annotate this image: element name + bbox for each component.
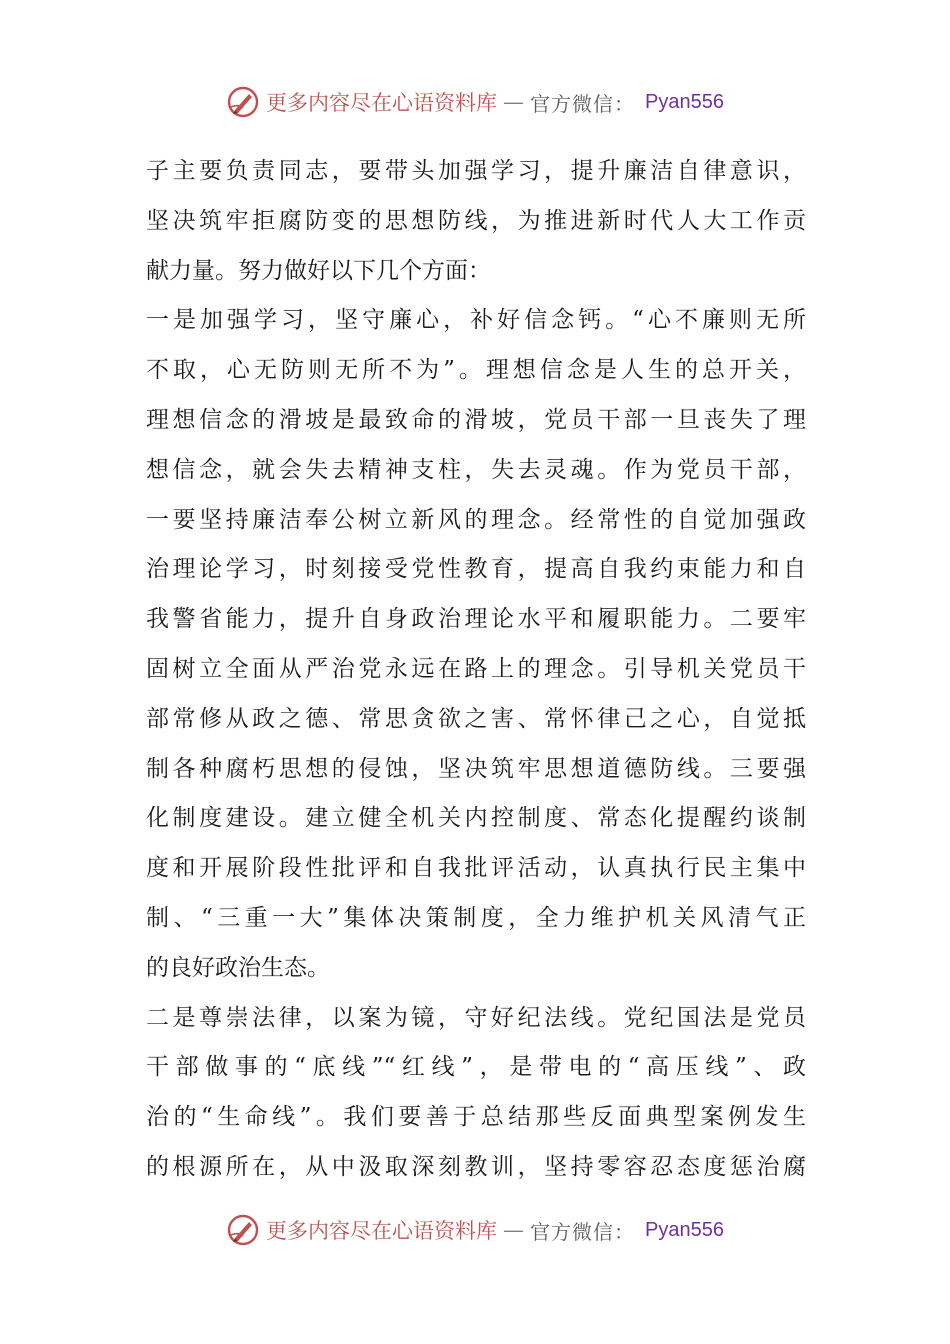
watermark-site-name: 更多内容尽在心语资料库 (266, 1219, 498, 1243)
body-line: 坚决筑牢拒腐防变的思想防线，为推进新时代人大工作贡 (146, 207, 806, 234)
body-line: 制、“三重一大”集体决策制度，全力维护机关风清气正 (146, 904, 806, 931)
body-line: 二是尊崇法律，以案为镜，守好纪法线。党纪国法是党员 (146, 1004, 806, 1031)
body-line: 度和开展阶段性批评和自我批评活动，认真执行民主集中 (146, 855, 806, 882)
watermark-wechat-id: Pyan556 (645, 1218, 724, 1241)
body-line: 治理论学习，时刻接受党性教育，提高自我约束能力和自 (146, 556, 806, 583)
body-line: 一是加强学习，坚守廉心，补好信念钙。“心不廉则无所 (146, 307, 806, 334)
body-line: 子主要负责同志，要带头加强学习，提升廉洁自律意识， (146, 158, 806, 184)
watermark-wechat-id: Pyan556 (645, 90, 724, 113)
body-line: 的根源所在，从中汲取深刻教训，坚持零容忍态度惩治腐 (146, 1153, 806, 1180)
footer-watermark (0, 1210, 950, 1250)
pen-logo-icon (226, 1213, 260, 1247)
pen-logo-icon (226, 85, 260, 119)
header-watermark (0, 82, 950, 122)
watermark-site-name: 更多内容尽在心语资料库 (266, 91, 498, 115)
body-line: 理想信念的滑坡是最致命的滑坡，党员干部一旦丧失了理 (146, 406, 806, 433)
body-line: 治的“生命线”。我们要善于总结那些反面典型案例发生 (146, 1104, 806, 1131)
body-line: 想信念，就会失去精神支柱，失去灵魂。作为党员干部， (146, 456, 806, 483)
body-line: 固树立全面从严治党永远在路上的理念。引导机关党员干 (146, 655, 806, 682)
body-line: 化制度建设。建立健全机关内控制度、常态化提醒约谈制 (146, 805, 806, 832)
body-line: 的良好政治生态。 (146, 954, 330, 981)
watermark-wechat-label: 官方微信： (530, 91, 636, 116)
body-line: 我警省能力，提升自身政治理论水平和履职能力。二要牢 (146, 606, 806, 633)
body-line: 不取，心无防则无所不为”。理想信念是人生的总开关， (146, 357, 806, 384)
watermark-wechat-label: 官方微信： (530, 1219, 636, 1244)
document-body (146, 147, 806, 1193)
body-line: 制各种腐朽思想的侵蚀，坚决筑牢思想道德防线。三要强 (146, 755, 806, 782)
watermark-dash: — (503, 1218, 525, 1242)
body-line: 干部做事的“底线”“红线”，是带电的“高压线”、政 (146, 1054, 806, 1081)
body-line: 部常修从政之德、常思贪欲之害、常怀律己之心，自觉抵 (146, 705, 806, 732)
body-line: 献力量。努力做好以下几个方面： (146, 257, 491, 284)
body-line: 一要坚持廉洁奉公树立新风的理念。经常性的自觉加强政 (146, 506, 806, 533)
watermark-dash: — (503, 90, 525, 114)
